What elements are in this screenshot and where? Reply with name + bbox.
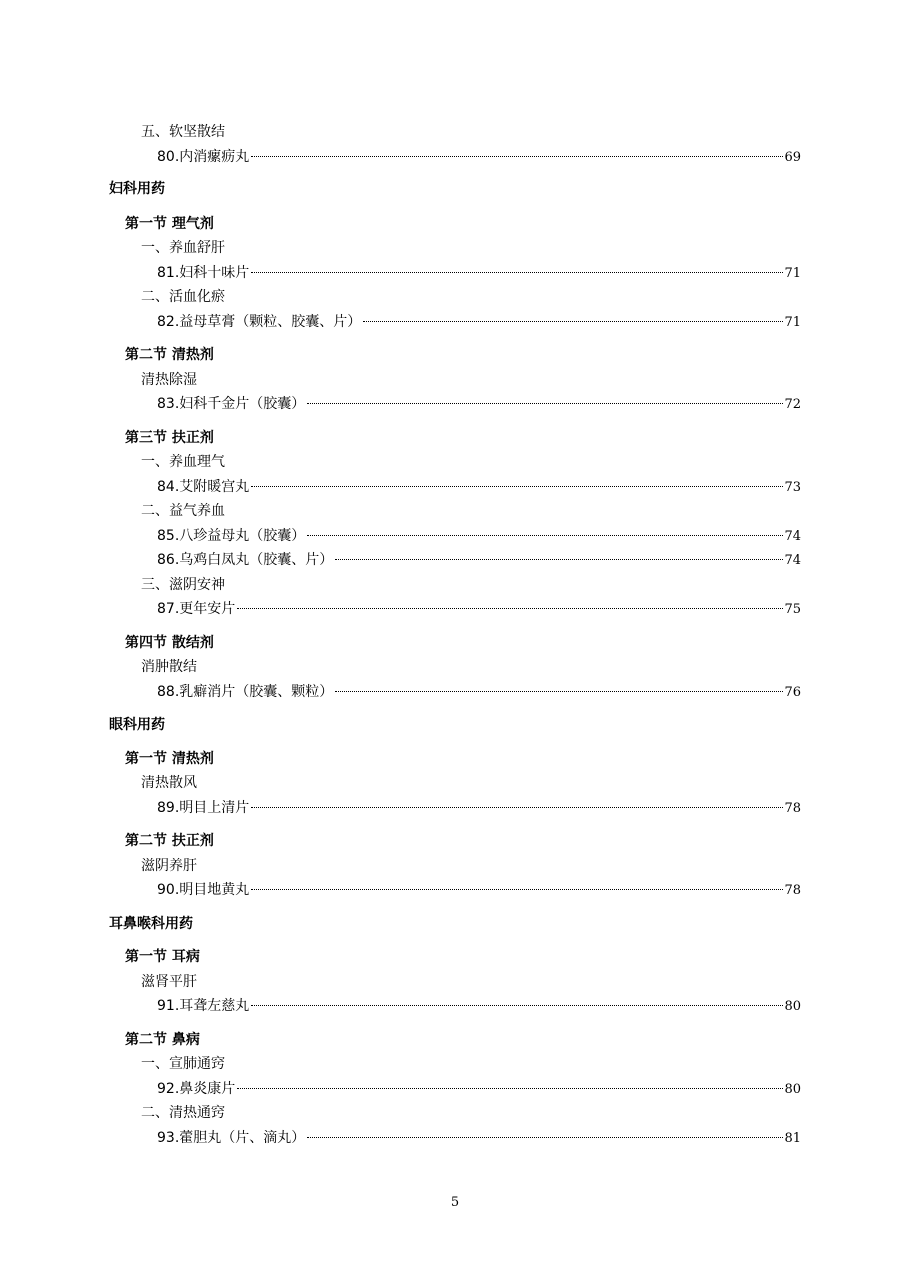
subheading: 二、清热通窍 [141, 1105, 225, 1121]
entry-title: 88.乳癖消片（胶囊、颗粒） [157, 684, 334, 700]
entry-title: 91.耳聋左慈丸 [157, 998, 250, 1014]
entry-title: 87.更年安片 [157, 601, 236, 617]
dot-leader [307, 403, 783, 404]
entry-title: 85.八珍益母丸（胶囊） [157, 528, 306, 544]
section-heading: 第二节 鼻病 [125, 1032, 200, 1048]
toc-entry[interactable] [157, 475, 801, 499]
entry-page: 80 [784, 1082, 801, 1097]
entry-title: 89.明目上清片 [157, 800, 250, 816]
entry-page: 72 [784, 397, 801, 412]
dot-leader [335, 559, 783, 560]
entry-page: 74 [784, 553, 801, 568]
entry-page: 73 [784, 480, 801, 495]
category-heading: 眼科用药 [109, 717, 165, 733]
dot-leader [251, 889, 783, 890]
toc-entry[interactable] [157, 878, 801, 902]
dot-leader [251, 807, 783, 808]
section-heading: 第二节 清热剂 [125, 347, 214, 363]
subheading: 三、滋阴安神 [141, 577, 225, 593]
subheading: 清热散风 [141, 775, 197, 791]
dot-leader [237, 1088, 783, 1089]
entry-page: 69 [784, 150, 801, 165]
toc-entry[interactable] [157, 1077, 801, 1101]
entry-page: 75 [784, 602, 801, 617]
section-heading: 第三节 扶正剂 [125, 430, 214, 446]
subheading: 滋肾平肝 [141, 974, 197, 990]
subheading: 一、宣肺通窍 [141, 1056, 225, 1072]
entry-page: 74 [784, 529, 801, 544]
section-heading: 第一节 理气剂 [125, 216, 214, 232]
category-heading: 妇科用药 [109, 181, 165, 197]
category-heading: 耳鼻喉科用药 [109, 916, 193, 932]
subheading: 二、活血化瘀 [141, 289, 225, 305]
toc-entry[interactable] [157, 524, 801, 548]
entry-title: 84.艾附暖宫丸 [157, 479, 250, 495]
subheading: 一、养血舒肝 [141, 240, 225, 256]
subheading: 消肿散结 [141, 659, 197, 675]
entry-title: 83.妇科千金片（胶囊） [157, 396, 306, 412]
dot-leader [237, 608, 783, 609]
entry-title: 93.藿胆丸（片、滴丸） [157, 1130, 306, 1146]
toc-entry[interactable] [157, 680, 801, 704]
dot-leader [307, 1137, 783, 1138]
subheading: 滋阴养肝 [141, 858, 197, 874]
dot-leader [251, 156, 783, 157]
entry-title: 92.鼻炎康片 [157, 1081, 236, 1097]
entry-page: 81 [784, 1131, 801, 1146]
dot-leader [251, 272, 783, 273]
section-heading: 第二节 扶正剂 [125, 833, 214, 849]
toc-entry[interactable] [157, 310, 801, 334]
subheading: 清热除湿 [141, 372, 197, 388]
entry-page: 78 [784, 801, 801, 816]
toc-entry[interactable] [157, 1126, 801, 1150]
dot-leader [251, 1005, 783, 1006]
dot-leader [363, 321, 783, 322]
dot-leader [335, 691, 783, 692]
entry-title: 82.益母草膏（颗粒、胶囊、片） [157, 314, 362, 330]
toc-entry[interactable] [157, 796, 801, 820]
toc-entry[interactable] [157, 548, 801, 572]
toc-entry[interactable] [157, 145, 801, 169]
toc-entry[interactable] [157, 994, 801, 1018]
entry-title: 86.乌鸡白凤丸（胶囊、片） [157, 552, 334, 568]
entry-page: 80 [784, 999, 801, 1014]
entry-title: 90.明目地黄丸 [157, 882, 250, 898]
section-heading: 第一节 清热剂 [125, 751, 214, 767]
toc-entry[interactable] [157, 261, 801, 285]
section-heading: 第一节 耳病 [125, 949, 200, 965]
dot-leader [251, 486, 783, 487]
page-number: 5 [450, 1195, 460, 1210]
entry-page: 76 [784, 685, 801, 700]
entry-page: 71 [784, 266, 801, 281]
entry-title: 80.内消瘰疬丸 [157, 149, 250, 165]
entry-page: 71 [784, 315, 801, 330]
entry-title: 81.妇科十味片 [157, 265, 250, 281]
subheading: 二、益气养血 [141, 503, 225, 519]
subheading: 一、养血理气 [141, 454, 225, 470]
toc-entry[interactable] [157, 392, 801, 416]
section-heading: 第四节 散结剂 [125, 635, 214, 651]
toc-entry[interactable] [157, 597, 801, 621]
subheading: 五、软坚散结 [141, 124, 225, 140]
dot-leader [307, 535, 783, 536]
entry-page: 78 [784, 883, 801, 898]
